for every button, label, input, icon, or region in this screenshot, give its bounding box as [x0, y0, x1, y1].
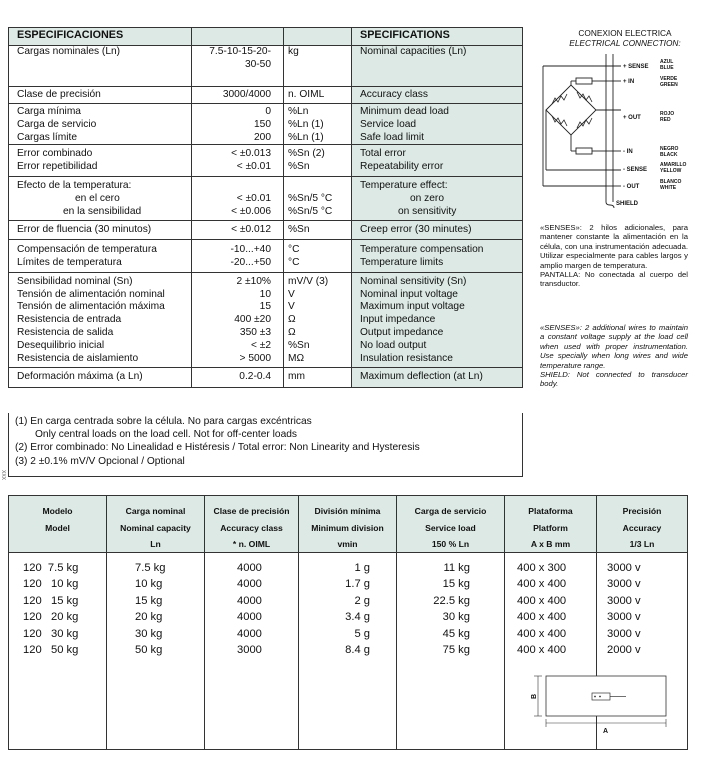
col-service-load: Carga de servicio Service load 150 % Ln 11 kg 15 kg 22.5 kg 30 kg 45 kg 75 kg: [396, 496, 504, 749]
connection-title: CONEXION ELECTRICA ELECTRICAL CONNECTION:: [569, 28, 681, 48]
spec-label-en: Total error Repeatability error: [352, 145, 523, 177]
spec-unit: n. OIML: [284, 87, 352, 104]
spec-header-row: [9, 28, 523, 46]
side-code: XXX: [0, 470, 6, 481]
col-capacity: Carga nominal Nominal capacity Ln 7.5 kg 10 kg 15 kg 20 kg 30 kg 50 kg: [106, 496, 204, 749]
spec-label: Carga mínima Carga de servicio Cargas límite: [9, 104, 192, 145]
spec-unit: %Sn: [284, 221, 352, 240]
spec-label-en: Temperature compensation Temperature limits: [352, 240, 523, 273]
svg-text:AZUL: AZUL: [660, 59, 674, 65]
spec-value: < ±0.013 < ±0.01: [192, 145, 284, 177]
model-cell: 3.4 g: [345, 611, 370, 624]
label-shield: SHIELD: [616, 201, 639, 207]
svg-text:YELLOW: YELLOW: [660, 168, 682, 174]
spec-row: [9, 87, 523, 104]
model-cell: 120 50 kg: [23, 644, 79, 657]
svg-text:RED: RED: [660, 117, 671, 123]
model-cell: 3000 v: [607, 562, 641, 574]
model-cell: 400 x 400: [517, 578, 567, 591]
model-cell: 15 kg: [442, 578, 470, 591]
model-cell: 22.5 kg: [433, 594, 470, 607]
label-in-plus: + IN: [623, 79, 635, 85]
specifications-table: [8, 27, 523, 388]
model-cell: 3000 v: [607, 578, 641, 591]
label-sense-minus: - SENSE: [623, 167, 648, 173]
model-cell: 1 g: [354, 562, 370, 574]
spec-value: 3000/4000: [192, 87, 284, 104]
platform-b-label: B: [531, 693, 538, 699]
model-cell: 4000: [237, 611, 262, 624]
spec-label: Error de fluencia (30 minutos): [9, 221, 192, 240]
model-cell: 8.4 g: [345, 644, 370, 657]
spec-label: Compensación de temperatura Límites de temperatura: [9, 240, 192, 273]
spec-unit: °C °C: [284, 240, 352, 273]
spec-notes: [8, 413, 523, 477]
label-out-plus: + OUT: [623, 115, 641, 121]
model-cell: 45 kg: [442, 627, 470, 640]
spec-row: [9, 240, 523, 273]
wiring-diagram: [538, 52, 710, 212]
model-cell: 10 kg: [135, 578, 163, 591]
spec-header-es: ESPECIFICACIONES: [9, 28, 192, 46]
svg-text:BLUE: BLUE: [660, 65, 674, 71]
spec-label: Deformación máxima (a Ln): [9, 368, 192, 388]
spec-label: Cargas nominales (Ln): [9, 46, 192, 87]
spec-label-en: Nominal capacities (Ln): [352, 46, 523, 87]
spec-unit: kg: [284, 46, 352, 87]
spec-unit: mm: [284, 368, 352, 388]
spec-value: 0 150 200: [192, 104, 284, 145]
model-cell: 120 20 kg: [23, 611, 79, 624]
model-cell: 4000: [237, 627, 262, 640]
label-sense-plus: + SENSE: [623, 64, 649, 70]
note-1-en: Only central loads on the load cell. Not for off-center loads: [35, 429, 297, 441]
spec-row: [9, 104, 523, 145]
col-min-division: División mínima Minimum division vmin 1 g 1.7 g 2 g 3.4 g 5 g 8.4 g: [298, 496, 396, 749]
spec-value: < ±0.012: [192, 221, 284, 240]
model-cell: 75 kg: [442, 644, 470, 657]
model-cell: 120 10 kg: [23, 578, 79, 591]
spec-label: Sensibilidad nominal (Sn) Tensión de alimentación nominal Tensión de alimentación máxima Resistencia de entrada Resistencia de salida Desequilibrio inicial Resistencia de aislamiento: [9, 272, 192, 368]
model-cell: 400 x 400: [517, 611, 567, 624]
spec-header-en: SPECIFICATIONS: [352, 28, 523, 46]
spec-label-en: Temperature effect: on zero on sensitivity: [352, 176, 523, 220]
model-cell: 50 kg: [135, 644, 163, 657]
spec-row: [9, 368, 523, 388]
col-platform: Plataforma Platform A x B mm 400 x 300 400 x 400 400 x 400 400 x 400 400 x 400 400 x 400: [504, 496, 596, 749]
model-cell: 120 30 kg: [23, 627, 79, 640]
model-cell: 20 kg: [135, 611, 163, 624]
spec-row: [9, 221, 523, 240]
model-cell: 4000: [237, 578, 262, 591]
spec-unit: %Ln %Ln (1) %Ln (1): [284, 104, 352, 145]
platform-drawing: [526, 668, 676, 738]
model-cell: 7.5 kg: [135, 562, 166, 574]
col-precision: Precisión Accuracy 1/3 Ln 3000 v 3000 v 3000 v 3000 v 3000 v 2000 v: [596, 496, 687, 749]
model-cell: 400 x 400: [517, 594, 567, 607]
spec-row: [9, 272, 523, 368]
spec-unit: mV/V (3) V V Ω Ω %Sn MΩ: [284, 272, 352, 368]
spec-label-en: Maximum deflection (at Ln): [352, 368, 523, 388]
model-cell: 120 15 kg: [23, 594, 79, 607]
spec-row: [9, 46, 523, 87]
model-cell: 120 7.5 kg: [23, 562, 79, 574]
svg-text:WHITE: WHITE: [660, 185, 677, 191]
model-cell: 1.7 g: [345, 578, 370, 591]
spec-label: Clase de precisión: [9, 87, 192, 104]
spec-row: [9, 145, 523, 177]
spec-row: [9, 176, 523, 220]
spec-value: 7.5-10-15-20- 30-50: [192, 46, 284, 87]
col-model: Modelo Model 120 7.5 kg 120 10 kg 120 15 kg 120 20 kg 120 30 kg 120 50 kg: [9, 496, 106, 749]
label-in-minus: - IN: [623, 149, 633, 155]
model-cell: 5 g: [354, 627, 370, 640]
model-cell: 4000: [237, 594, 262, 607]
model-cell: 30 kg: [442, 611, 470, 624]
svg-text:NEGRO: NEGRO: [660, 146, 679, 152]
svg-text:BLANCO: BLANCO: [660, 179, 682, 185]
model-cell: 2 g: [354, 594, 370, 607]
spec-unit: %Sn/5 °C %Sn/5 °C: [284, 176, 352, 220]
spec-value: < ±0.01 < ±0.006: [192, 176, 284, 220]
model-cell: 11 kg: [443, 562, 470, 574]
spec-unit: %Sn (2) %Sn: [284, 145, 352, 177]
spec-label-en: Minimum dead load Service load Safe load limit: [352, 104, 523, 145]
model-cell: 3000 v: [607, 627, 641, 640]
svg-text:GREEN: GREEN: [660, 82, 678, 88]
note-1: (1) En carga centrada sobre la célula. No para cargas excéntricas: [15, 416, 312, 427]
model-cell: 400 x 400: [517, 627, 567, 640]
spec-value: 2 ±10% 10 15 400 ±20 350 ±3 < ±2 > 5000: [192, 272, 284, 368]
col-accuracy-class: Clase de precisión Accuracy class * n. OIML 4000 4000 4000 4000 4000 3000: [204, 496, 298, 749]
model-cell: 3000 v: [607, 594, 641, 607]
platform-a-label: A: [603, 728, 609, 735]
svg-text:VERDE: VERDE: [660, 76, 678, 82]
model-cell: 15 kg: [135, 594, 163, 607]
senses-note-en: «SENSES»: 2 additional wires to maintain a constant voltage supply at the load cell when used with proper instrumentation. Use specially when long wires and wide temperature range. SHIELD: Not connected to transducer body.: [540, 323, 688, 389]
svg-text:BLACK: BLACK: [660, 152, 678, 158]
senses-note-es: «SENSES»: 2 hilos adicionales, para mantener constante la alimentación en la célula, con una instrumentación adecuada. Utilizar especialmente para cables largos y amplio margen de temperatura. PANTALLA: No conectada al cuerpo del transductor.: [540, 223, 688, 289]
spec-label: Efecto de la temperatura: en el cero en la sensibilidad: [9, 176, 192, 220]
note-2: (2) Error combinado: No Linealidad e Histéresis / Total error: Non Linearity and Hysteresis: [15, 442, 420, 454]
model-cell: 2000 v: [607, 644, 641, 657]
model-cell: 3000 v: [607, 611, 641, 624]
spec-value: 0.2-0.4: [192, 368, 284, 388]
model-cell: 400 x 300: [517, 562, 567, 574]
svg-text:AMARILLO: AMARILLO: [660, 162, 687, 168]
spec-label: Error combinado Error repetibilidad: [9, 145, 192, 177]
label-out-minus: - OUT: [623, 184, 640, 190]
spec-value: -10...+40 -20...+50: [192, 240, 284, 273]
model-cell: 30 kg: [135, 627, 163, 640]
spec-label-en: Nominal sensitivity (Sn) Nominal input voltage Maximum input voltage Input impedance Output impedance No load output Insulation resistance: [352, 272, 523, 368]
spec-label-en: Accuracy class: [352, 87, 523, 104]
model-cell: 3000: [237, 644, 262, 657]
note-3: (3) 2 ±0.1% mV/V Opcional / Optional: [15, 455, 185, 467]
model-cell: 400 x 400: [517, 644, 567, 657]
spec-label-en: Creep error (30 minutes): [352, 221, 523, 240]
model-cell: 4000: [237, 562, 262, 574]
svg-text:ROJO: ROJO: [660, 111, 675, 117]
